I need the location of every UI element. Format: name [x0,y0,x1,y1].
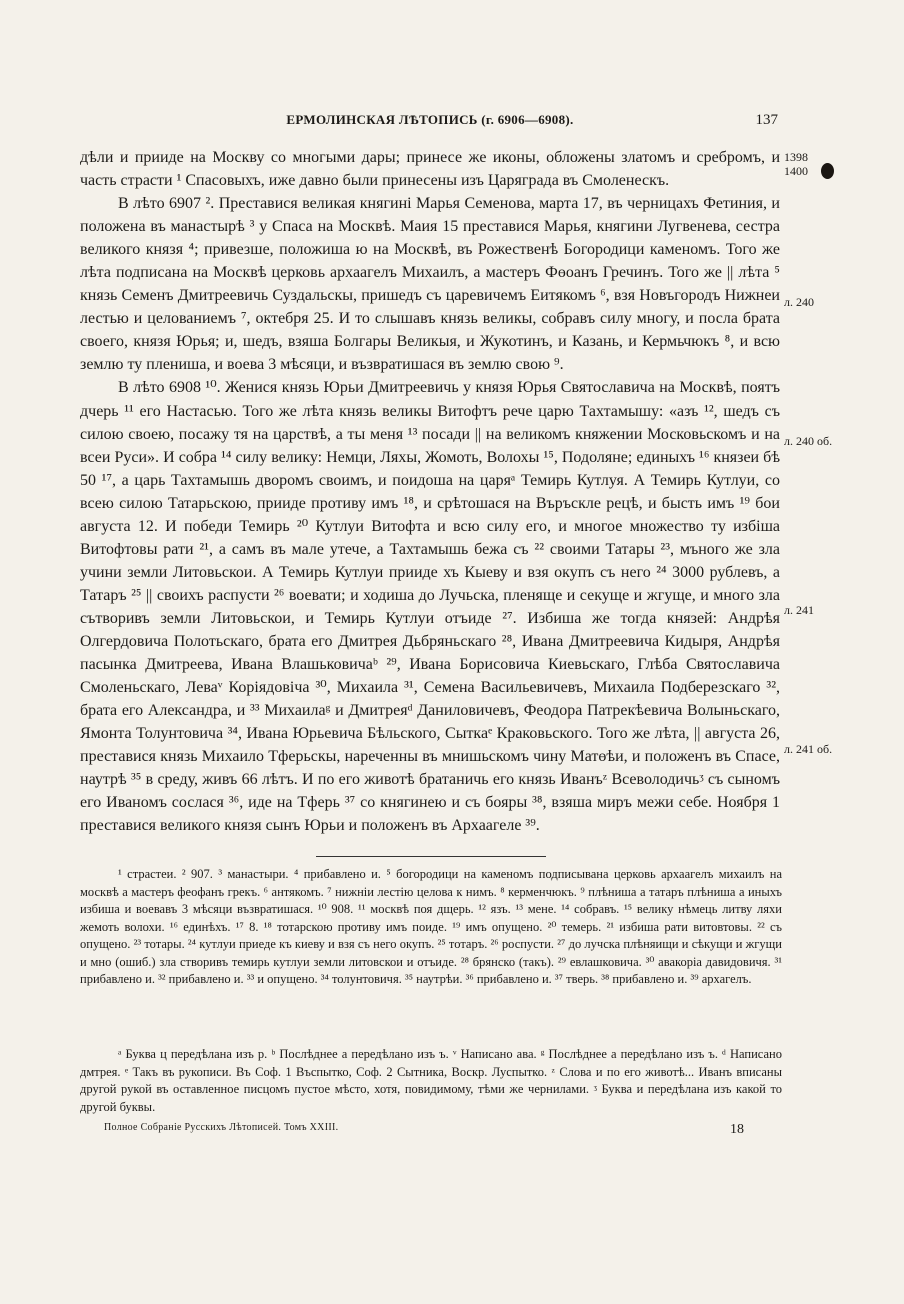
footnote-divider [316,856,546,857]
page-footer [104,1122,744,1142]
main-text [80,146,780,837]
letter-footnotes [80,1046,782,1116]
margin-folio-240: л. 240 [784,295,814,309]
ink-blot [821,163,834,179]
margin-year-1400: 1400 [784,164,808,178]
lettered-footnotes: ᵃ Буква ц передѣлана изъ р. ᵇ Послѣднее а передѣлано изъ ъ. ᵛ Написано ава. ᵍ Послѣднее а передѣлано изъ ъ. ᵈ Написано дмтрея. ᵉ Такъ въ рукописи. Въ Соф. 1 Въспытко, Соф. 2 Сытника, Воскр. Луспытко. ᶻ Слова и по его животѣ... Иванъ вписаны другой рукой въ оставленное писцомъ пустое мѣсто, хотя, повидимому, тѣми же чернилами. ᶾ Буква и передѣлана изъ какой то другой буквы. [80,1047,782,1114]
variant-footnotes [80,866,782,989]
signature-line: Полное Собранiе Русскихъ Лѣтописей. Томъ XXIII. [104,1122,339,1133]
sheet-number: 18 [730,1122,744,1137]
running-title: ЕРМОЛИНСКАЯ ЛѢТОПИСЬ (г. 6906—6908). [286,112,574,127]
paragraph-3: В лѣто 6908 ¹⁰. Женися князь Юрьи Дмитреевичь у князя Юрья Святославича на Москвѣ, поятъ дчерь ¹¹ его Настасью. Того же лѣта князь великы Витофтъ рече царю Тахтамышу: «азъ ¹², шедъ съ силою своею, посажу тя на царствѣ, а ты меня ¹³ посади || на великомъ княжении Московьскомъ и на всеи Руси». И собра ¹⁴ силу велику: Немци, Ляхы, Жомоть, Волохы ¹⁵, Подоляне; единыхъ ¹⁶ князеи бѣ 50 ¹⁷, а царь Тахтамышь дворомъ своимъ, и поидоша на царяᵃ Темирь Кутлуя. А Темирь Кутлуи, со всею силою Татарьскою, прииде противу имъ ¹⁸, и срѣтошася на Въръскле рецѣ, и бысть имъ ¹⁹ бои августа 12. И победи Темирь ²⁰ Кутлуи Витофта и всю силу его, и многое множество ту избiша Витофтовы рати ²¹, а самъ въ мале утече, а Тахтамышь бежа съ ²² своими Татары ²³, мъного же зла учини земли Литовьскои. А Темирь Кутлуи прииде хъ Кыеву и взя окупъ съ него ²⁴ 3000 рублевъ, а Татаръ ²⁵ || своихъ распусти ²⁶ воевати; и ходиша до Лучьска, пленяще и секуще и жгуще, и много зла сътворивъ земли Литовьскои, и Темирь Кутлуи отъиде ²⁷. Избиша же тогда князей: Андрѣя Олгердовича Полотьскаго, брата его Дмитрея Дьбряньскаго ²⁸, Ивана Дмитреевича Кидыря, Андрѣя пасынка Дмитреева, Ивана Влашьковичаᵇ ²⁹, Ивана Борисовича Киевьскаго, Глѣба Святославича Смоленьскаго, Леваᵛ Корiядовiча ³⁰, Михаила ³¹, Семена Васильевичевъ, Михаила Подберезскаго ³², брата его Александра, и ³³ Михаилаᵍ и Дмитреяᵈ Даниловичевъ, Феодора Патрекѣевича Волыньскаго, Ямонта Толунтовича ³⁴, Ивана Юрьевича Бѣльского, Сыткаᵉ Краковьского. Того же лѣта, || августа 26, преставися князь Михаило Тферьскы, нареченны въ мнишьскомъ чину Матөѣи, и положенъ въ Спасе, наутрѣ ³⁵ в среду, живъ 66 лѣтъ. И по его животѣ братаничь его князь Иванъᶻ Всеволодичьᶾ съ сыномъ его Иваномъ сослася ³⁶, иде на Тферь ³⁷ со княгинею и съ бояры ³⁸, взяша миръ межи себе. Ноября 1 преставися великого князя сынъ Юрьи и положенъ въ Архаагеле ³⁹. [80,379,780,835]
page-number: 137 [755,112,778,128]
margin-year-1398: 1398 [784,150,808,164]
margin-folio-241: л. 241 [784,603,814,617]
margin-folio-240-ob: л. 240 об. [784,434,833,448]
margin-folio-241-ob: л. 241 об. [784,742,833,756]
numbered-footnotes: ¹ страстеи. ² 907. ³ манастыри. ⁴ прибавлено и. ⁵ богородици на каменомъ подписывана церковь архаагелъ михаилъ на москвѣ а мастеръ феофанъ грекъ. ⁶ антякомъ. ⁷ нижнiи лестiю целова к нимъ. ⁸ керменчюкъ. ⁹ плѣниша а татаръ плѣниша а иныхъ избиша и воевавъ 3 мѣсяци възвратишася. ¹⁰ 908. ¹¹ москвѣ поя дщерь. ¹² язъ. ¹³ мене. ¹⁴ собравъ. ¹⁵ велику нѣмець литву ляхи жемоть волохи. ¹⁶ единѣхъ. ¹⁷ 8. ¹⁸ тотарскою противу имъ поиде. ¹⁹ имъ опущено. ²⁰ темерь. ²¹ избиша рати витовтовы. ²² съ опущено. ²³ тотары. ²⁴ кутлуи приеде къ киеву и взя съ него окупъ. ²⁵ тотаръ. ²⁶ роспусти. ²⁷ до лучска плѣняищи и сѣкущи и жгущи и мно (ошиб.) зла створивъ темирь кутлуи земли литовскои и отъиде. ²⁸ брянско (такъ). ²⁹ евлашковича. ³⁰ авакорiа давидовичя. ³¹ прибавлено и. ³² прибавлено и. ³³ и опущено. ³⁴ толунтовичя. ³⁵ наутрѣи. ³⁶ прибавлено и. ³⁷ тверь. ³⁸ прибавлено и. ³⁹ архагелъ. [80,867,782,986]
paragraph-1: дѣли и прииде на Москву со многыми дары; принесе же иконы, обложены златомъ и сребромъ, и часть страсти ¹ Спасовыхъ, иже давно были принесены изъ Царяграда въ Смоленескъ. [80,149,780,190]
paragraph-2: В лѣто 6907 ². Преставися великая княгинi Марья Семенова, марта 17, въ черницахъ Фетиния, и положена въ манастырѣ ³ у Спаса на Москвѣ. Маия 15 преставися Марья, княгини Лугвенева, сестра великого князя ⁴; привезше, положиша ю на Москвѣ, въ Рожественѣ Богородици каменомъ. Того же лѣта подписана на Москвѣ церковь архаагелъ Михаилъ, а мастеръ Фөоанъ Гречинъ. Того же || лѣта ⁵ князь Семенъ Дмитреевичь Суздальскы, пришедъ съ царевичемъ Еитякомъ ⁶, взя Новъгородъ Нижнеи лестью и целованиемъ ⁷, октебря 25. И то слышавъ князь великы, собравъ силу многу, и посла брата своего, князя Юрья; и, шедъ, взяша Болгары Великыя, и Жукотинъ, и Казань, и Кермьчюкъ ⁸, и всю землю ту плениша, и воева 3 мѣсяци, и възвратишася въ землю свою ⁹. [80,195,780,374]
running-header [80,112,780,132]
